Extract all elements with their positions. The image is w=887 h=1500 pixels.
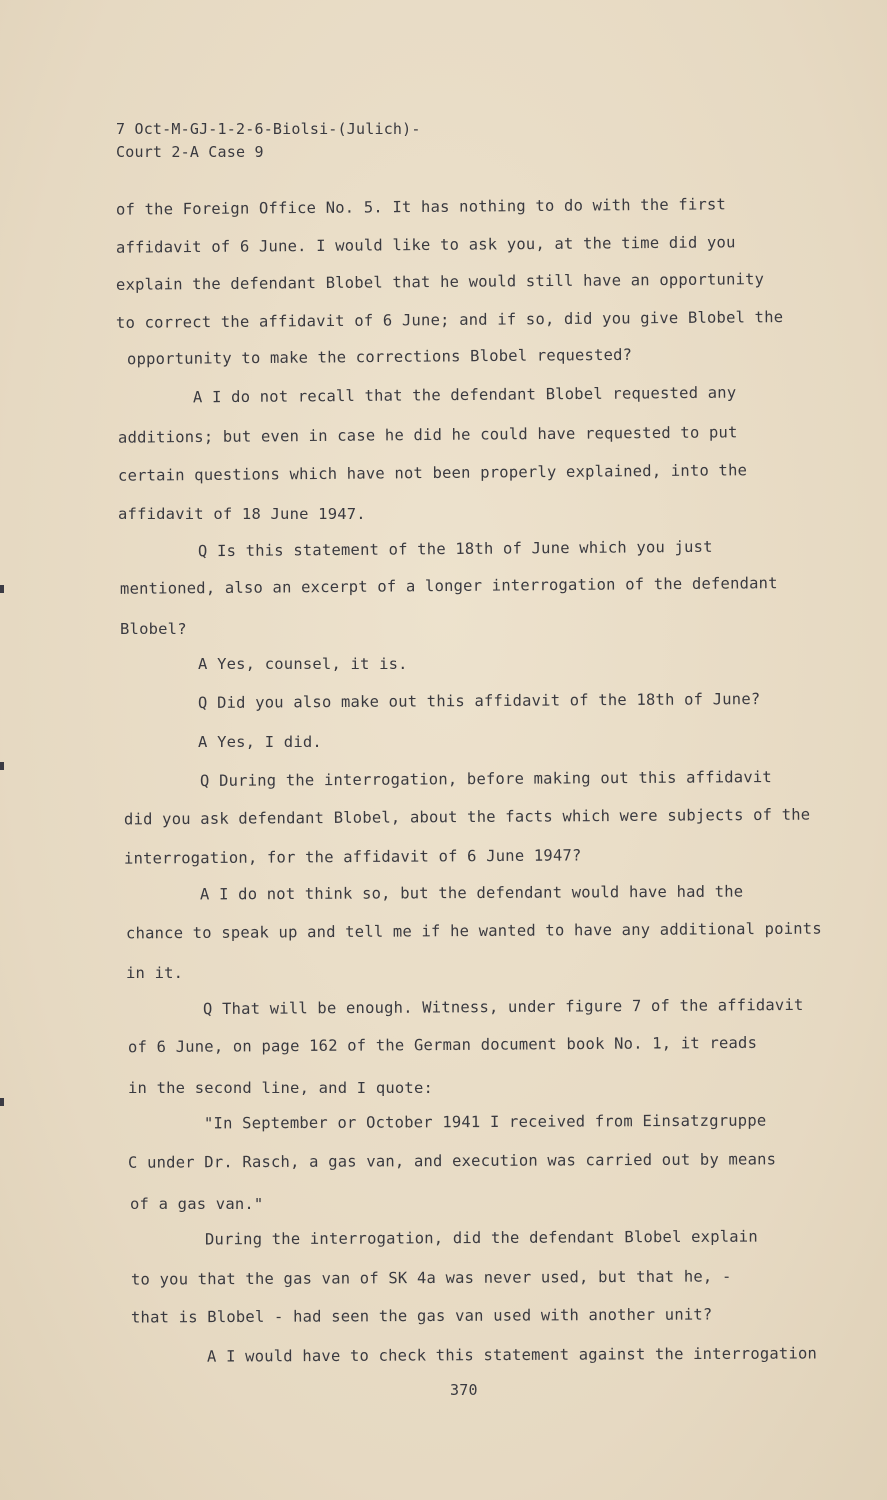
body-line: explain the defendant Blobel that he would still have an opportunity (115, 270, 765, 294)
body-line: mentioned, also an excerpt of a longer interrogation of the defendant (119, 574, 778, 598)
body-line: A I would have to check this statement against the interrogation (206, 1344, 818, 1366)
body-line: in the second line, and I quote: (128, 1079, 434, 1097)
body-line: Blobel? (120, 620, 187, 638)
body-line: of the Foreign Office No. 5. It has nothing to do with the first (115, 195, 727, 219)
quote-line: of a gas van." (130, 1195, 264, 1213)
body-line: of 6 June, on page 162 of the German document book No. 1, it reads (127, 1033, 758, 1057)
header-line-2: Court 2-A Case 9 (116, 143, 264, 161)
body-line: opportunity to make the corrections Blobel requested? (126, 345, 633, 369)
body-line: A I do not recall that the defendant Blobel requested any (192, 383, 737, 407)
body-line: did you ask defendant Blobel, about the facts which were subjects of the (123, 805, 811, 829)
binding-mark (0, 585, 4, 593)
binding-mark (0, 1098, 4, 1106)
quote-line: "In September or October 1941 I received from Einsatzgruppe (203, 1111, 767, 1133)
body-line: During the interrogation, did the defendant Blobel explain (204, 1227, 758, 1249)
body-line: Q Did you also make out this affidavit of the 18th of June? (197, 690, 761, 712)
body-line: to correct the affidavit of 6 June; and if so, did you give Blobel the (115, 308, 784, 332)
body-line: A I do not think so, but the defendant would have had the (199, 882, 744, 904)
body-line: chance to speak up and tell me if he wanted to have any additional points (125, 919, 822, 943)
body-line: affidavit of 6 June. I would like to ask you, at the time did you (115, 233, 736, 257)
body-line: A Yes, counsel, it is. (198, 655, 408, 673)
binding-mark (0, 762, 4, 770)
body-line: in it. (126, 964, 184, 982)
body-line: certain questions which have not been properly explained, into the (117, 461, 748, 485)
body-line: that is Blobel - had seen the gas van used with another unit? (130, 1305, 713, 1327)
body-line: affidavit of 18 June 1947. (118, 505, 366, 523)
body-line: Q During the interrogation, before making out this affidavit (199, 768, 772, 790)
body-line: to you that the gas van of SK 4a was never used, but that he, - (130, 1267, 732, 1289)
body-line: Q That will be enough. Witness, under figure 7 of the affidavit (202, 995, 804, 1019)
page-number: 370 (450, 1381, 478, 1399)
body-line: A Yes, I did. (198, 733, 322, 751)
quote-line: C under Dr. Rasch, a gas van, and execution was carried out by means (127, 1150, 777, 1172)
body-line: additions; but even in case he did he could have requested to put (117, 423, 738, 447)
body-line: Q Is this statement of the 18th of June which you just (197, 537, 713, 561)
body-line: interrogation, for the affidavit of 6 June 1947? (123, 846, 582, 868)
header-line-1: 7 Oct-M-GJ-1-2-6-Biolsi-(Julich)- (116, 120, 421, 138)
